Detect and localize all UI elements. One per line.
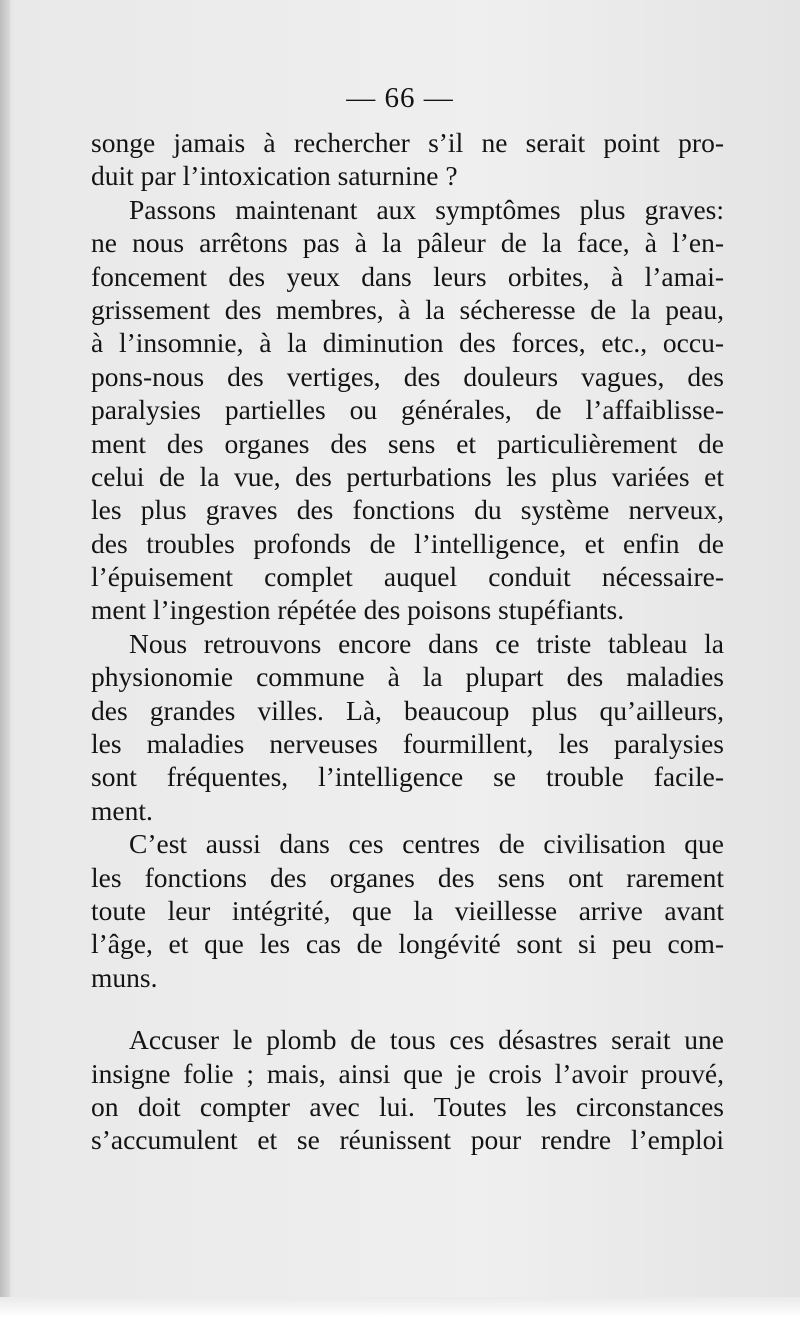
section-gap — [91, 994, 724, 1023]
text-line: ment des organes des sens et particulièrement de — [91, 427, 724, 459]
text-line: l’épuisement complet auquel conduit nécessaire- — [91, 561, 724, 593]
paragraph-1 — [91, 126, 724, 193]
text-line: sont fréquentes, l’intelligence se trouble facile- — [91, 761, 724, 793]
text-line: muns. — [91, 961, 158, 993]
text-line: songe jamais à rechercher s’il ne serait point pro- — [91, 127, 724, 158]
text-line: l’âge, et que les cas de longévité sont si peu com- — [91, 928, 724, 960]
text-line: foncement des yeux dans leurs orbites, à l’amai- — [91, 260, 724, 292]
text-line: on doit compter avec lui. Toutes les circonstances — [91, 1090, 724, 1122]
text-line: toute leur intégrité, que la vieillesse arrive avant — [91, 894, 724, 926]
text-line: grissement des membres, à la sécheresse de la peau, — [91, 293, 724, 325]
text-line: physionomie commune à la plupart des maladies — [91, 661, 724, 693]
text-line: duit par l’intoxication saturnine ? — [91, 160, 458, 192]
paragraph-2 — [91, 193, 724, 627]
text-line: des troubles profonds de l’intelligence, et enfin de — [91, 527, 724, 559]
page-body-text — [91, 126, 724, 1157]
text-line: les maladies nerveuses fourmillent, les paralysies — [91, 728, 724, 760]
text-line: celui de la vue, des perturbations les plus variées et — [91, 460, 724, 492]
text-line: C’est aussi dans ces centres de civilisation que — [129, 828, 724, 860]
paragraph-5 — [91, 1023, 724, 1157]
text-line: Accuser le plomb de tous ces désastres serait une — [129, 1024, 724, 1056]
text-line: insigne folie ; mais, ainsi que je crois l’avoir prouvé, — [91, 1057, 724, 1089]
paragraph-4 — [91, 827, 724, 994]
text-line: des grandes villes. Là, beaucoup plus qu’ailleurs, — [91, 694, 724, 726]
text-line: s’accumulent et se réunissent pour rendre l’emploi — [91, 1124, 724, 1156]
text-line: les plus graves des fonctions du système nerveux, — [91, 494, 724, 526]
text-line: ment. — [91, 794, 153, 826]
text-line: ne nous arrêtons pas à la pâleur de la face, à l’en- — [91, 227, 724, 259]
text-line: ment l’ingestion répétée des poisons stupéfiants. — [91, 594, 625, 626]
page-number: — 66 — — [346, 82, 454, 114]
text-line: Nous retrouvons encore dans ce triste tableau la — [129, 627, 724, 659]
paragraph-3 — [91, 627, 724, 827]
text-line: paralysies partielles ou générales, de l’affaiblisse- — [91, 394, 724, 426]
text-line: pons-nous des vertiges, des douleurs vagues, des — [91, 360, 724, 392]
text-line: Passons maintenant aux symptômes plus graves: — [129, 193, 724, 225]
text-line: les fonctions des organes des sens ont rarement — [91, 861, 724, 893]
page-left-edge-shadow — [0, 0, 10, 1317]
page-bottom-edge — [0, 1297, 800, 1317]
text-line: à l’insomnie, à la diminution des forces, etc., occu- — [91, 327, 724, 359]
